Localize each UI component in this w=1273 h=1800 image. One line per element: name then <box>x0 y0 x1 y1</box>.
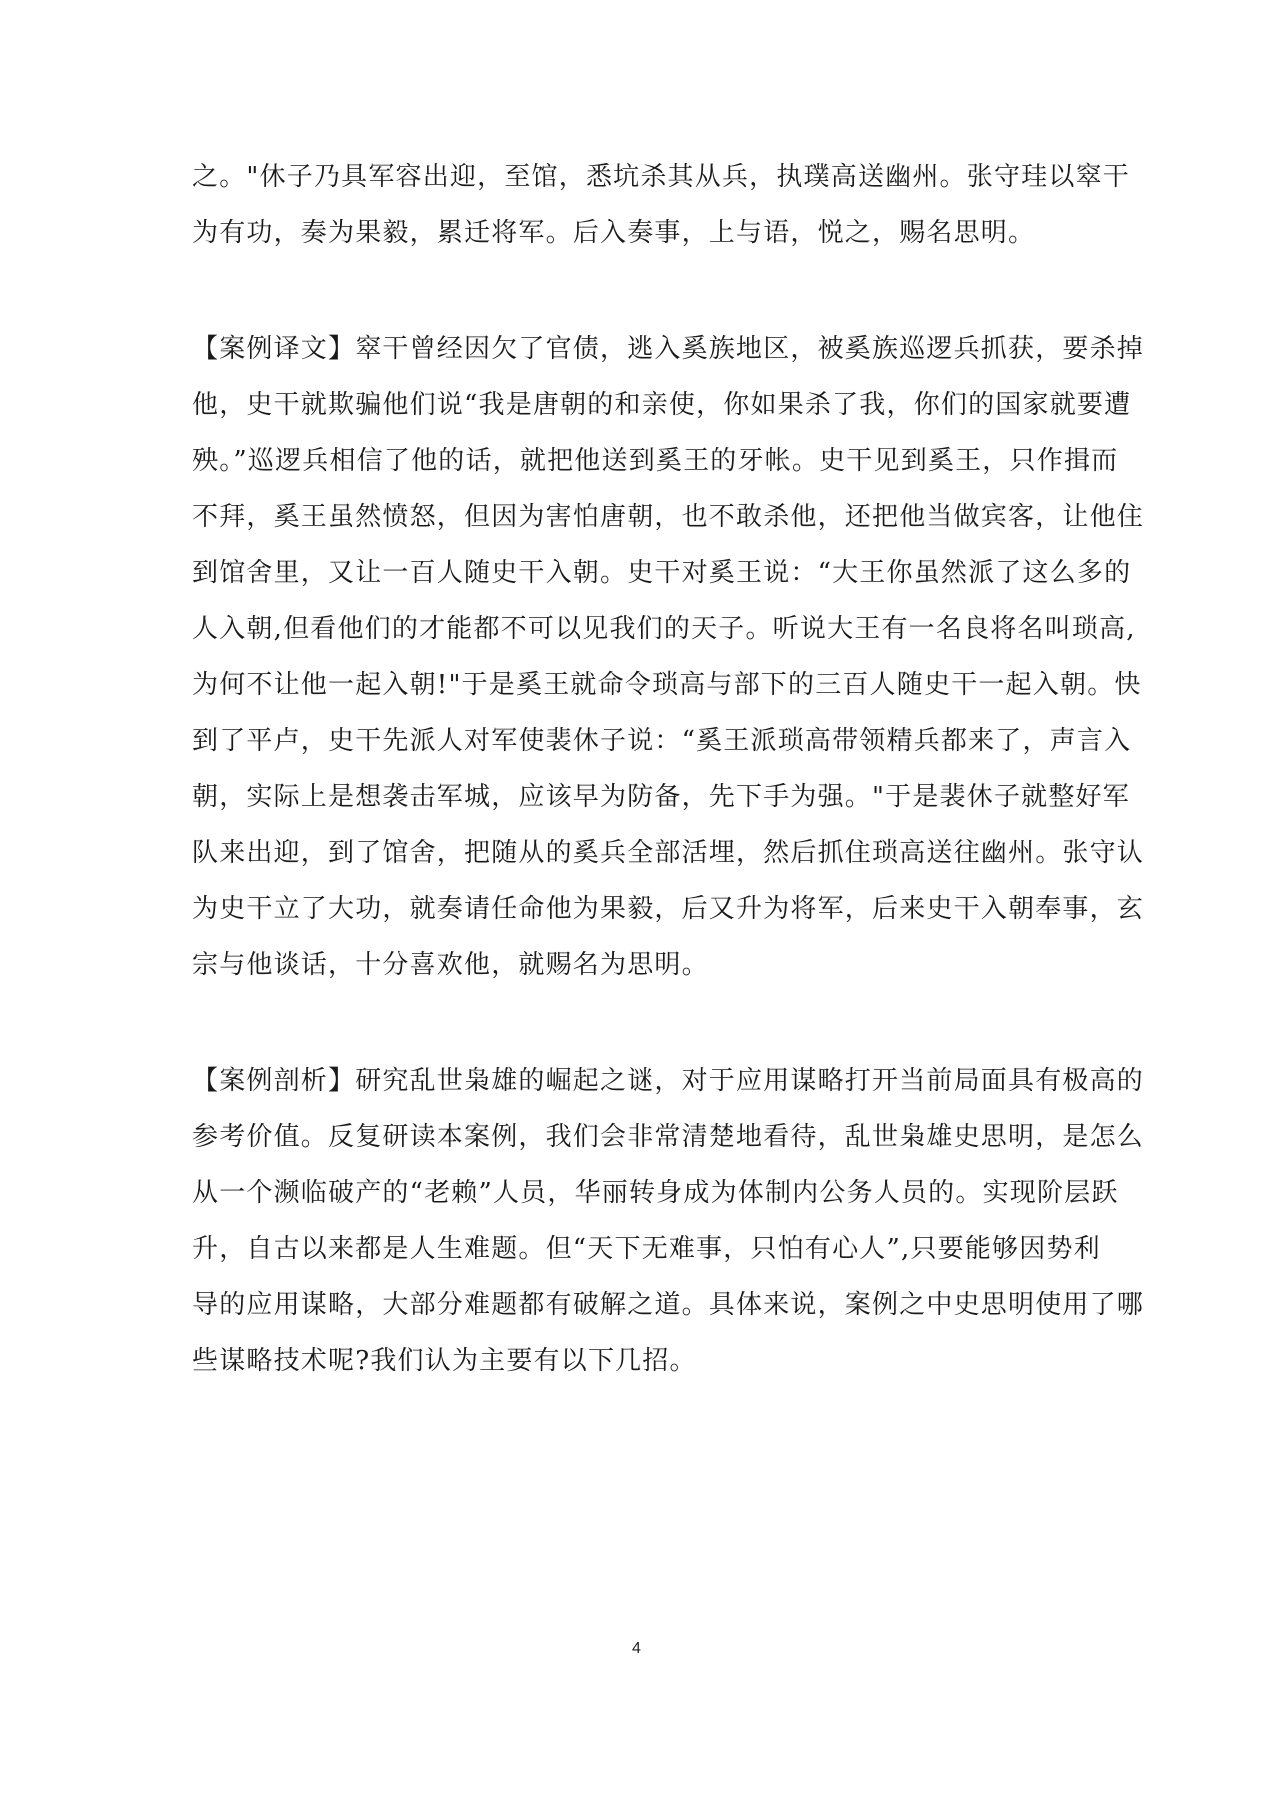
text-line: 队来出迎，到了馆舍，把随从的奚兵全部活埋，然后抓住琐高送往幽州。张守认 <box>192 838 1145 868</box>
text-line: 为有功，奏为果毅，累迁将军。后入奏事，上与语，悦之，赐名思明。 <box>192 218 1036 248</box>
text-line: 参考价值。反复研读本案例，我们会非常清楚地看待，乱世枭雄史思明，是怎么 <box>192 1122 1145 1152</box>
text-line: 导的应用谋略，大部分难题都有破解之道。具体来说，案例之中史思明使用了哪 <box>192 1290 1145 1320</box>
text-line: 到馆舍里，又让一百人随史干入朝。史干对奚王说：“大王你虽然派了这么多的 <box>192 558 1132 588</box>
text-line: 之。"休子乃具军容出迎，至馆，悉坑杀其从兵，执璞高送幽州。张守珪以窣干 <box>192 162 1130 192</box>
text-line: 他，史干就欺骗他们说“我是唐朝的和亲使，你如果杀了我，你们的国家就要遭 <box>192 390 1132 420</box>
text-line: 朝，实际上是想袭击军城，应该早为防备，先下手为强。"于是裴休子就整好军 <box>192 782 1130 812</box>
page-number: 4 <box>632 1640 641 1657</box>
text-line: 【案例译文】窣干曾经因欠了官债，逃入奚族地区，被奚族巡逻兵抓获，要杀掉 <box>192 334 1145 364</box>
text-line: 升，自古以来都是人生难题。但“天下无难事，只怕有心人”,只要能够因势利 <box>192 1234 1101 1264</box>
text-line: 【案例剖析】研究乱世枭雄的崛起之谜，对于应用谋略打开当前局面具有极高的 <box>192 1066 1145 1096</box>
text-line: 宗与他谈话，十分喜欢他，就赐名为思明。 <box>192 950 709 980</box>
text-line: 不拜，奚王虽然愤怒，但因为害怕唐朝，也不敢杀他，还把他当做宾客，让他住 <box>192 502 1145 532</box>
text-line: 殃。”巡逻兵相信了他的话，就把他送到奚王的牙帐。史干见到奚王，只作揖而 <box>192 446 1119 476</box>
text-line: 到了平卢，史干先派人对军使裴休子说：“奚王派琐高带领精兵都来了，声言入 <box>192 726 1132 756</box>
text-line: 为史干立了大功，就奏请任命他为果毅，后又升为将军，后来史干入朝奉事，玄 <box>192 894 1145 924</box>
text-line: 为何不让他一起入朝!"于是奚王就命令琐高与部下的三百人随史干一起入朝。快 <box>192 670 1142 700</box>
text-line: 人入朝,但看他们的才能都不可以见我们的天子。听说大王有一名良将名叫琐高, <box>192 614 1136 644</box>
text-line: 些谋略技术呢?我们认为主要有以下几招。 <box>192 1346 697 1376</box>
text-line: 从一个濒临破产的“老赖”人员，华丽转身成为体制内公务人员的。实现阶层跃 <box>192 1178 1119 1208</box>
